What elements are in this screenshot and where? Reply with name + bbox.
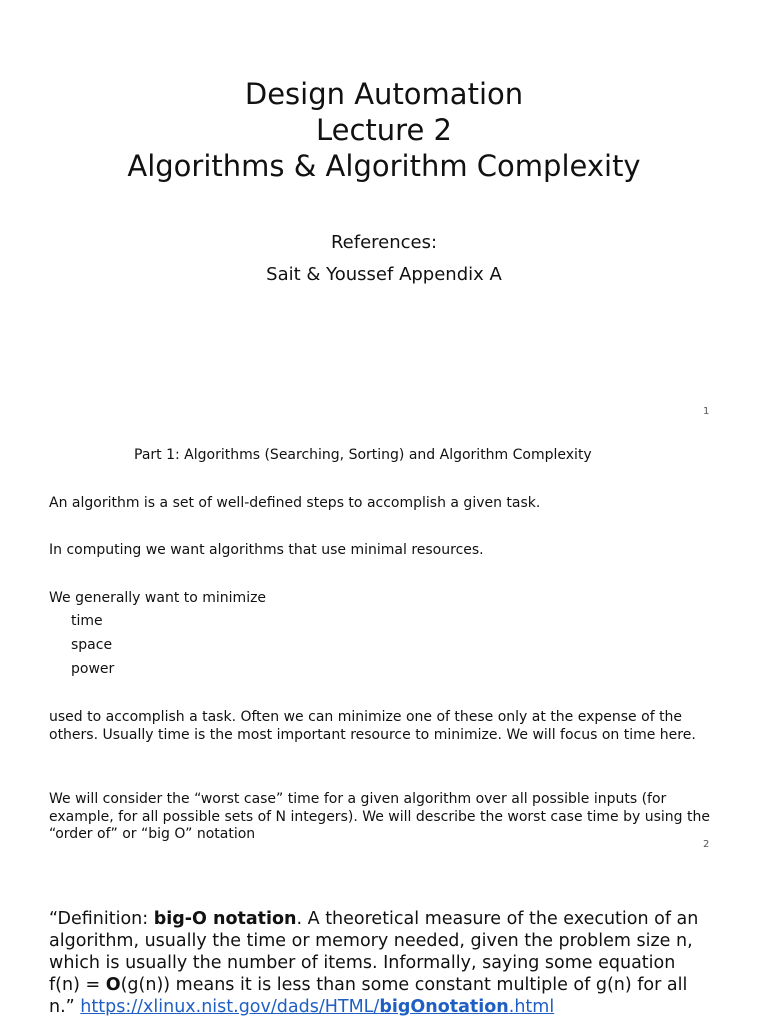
list-item-power: power [71,661,115,677]
section-heading: Part 1: Algorithms (Searching, Sorting) and Algorithm Complexity [134,447,592,463]
title-line-2: Lecture 2 [316,113,452,147]
nist-reference-link[interactable] [80,997,554,1017]
paragraph-worst-case: We will consider the “worst case” time for a given algorithm over all possible inputs (for example, for all possible sets of N integers). We will describe the worst case time by using the “order of” or “big O” notation [49,791,710,842]
definition-text-2: (g(n)) means it is less than some constant multiple of g(n) for all n.” [49,975,688,1017]
paragraph-minimal-resources: In computing we want algorithms that use minimal resources. [49,542,484,558]
link-suffix: .html [508,997,555,1017]
references-label: References: [330,232,438,253]
title-line-3: Algorithms & Algorithm Complexity [127,149,641,183]
page-number-2: 2 [703,839,710,850]
definition-term: big-O notation [153,909,297,929]
list-item-time: time [71,613,103,629]
page-number-1: 1 [703,406,710,417]
paragraph-resource-tradeoff: used to accomplish a task. Often we can minimize one of these only at the expense of the others. Usually time is the most important resource to minimize. We will focus on time here. [49,709,696,743]
link-prefix: https://xlinux.nist.gov/dads/HTML/ [80,997,380,1017]
link-bold-part: bigOnotation [379,997,509,1017]
definition-open: “Definition: [49,909,154,929]
paragraph-minimize-intro: We generally want to minimize [49,590,267,606]
title-line-1: Design Automation [244,77,524,111]
paragraph-algorithm-definition: An algorithm is a set of well-defined steps to accomplish a given task. [49,495,541,511]
definition-text-1: . A theoretical measure of the execution of an algorithm, usually the time or memory needed, given the problem size n, which is usually the number of items. Informally, saying some equation f(n) = [49,909,699,995]
reference-citation: Sait & Youssef Appendix A [266,264,502,285]
list-item-space: space [71,637,113,653]
definition-block [49,908,709,1018]
definition-big-o: O [105,975,121,995]
